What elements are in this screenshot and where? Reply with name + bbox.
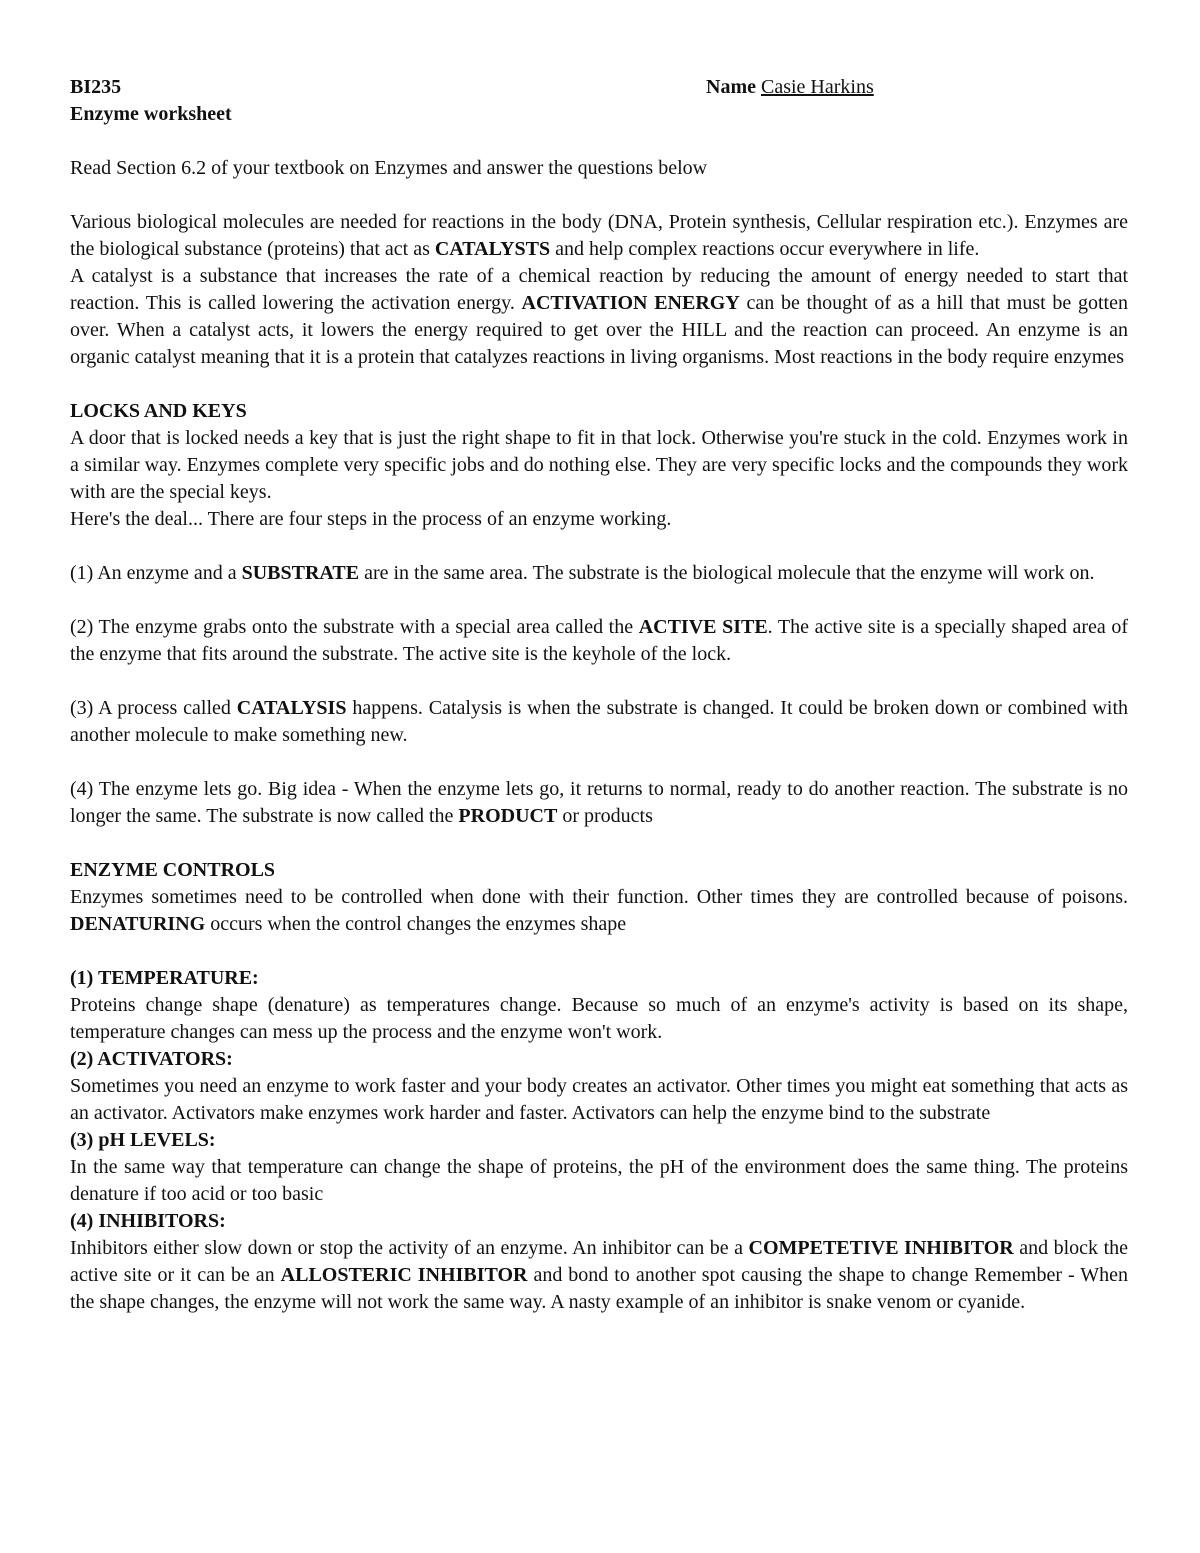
- locks-heading: LOCKS AND KEYS: [70, 400, 247, 422]
- term-product: PRODUCT: [458, 805, 558, 827]
- term-competitive-inhibitor: COMPETETIVE INHIBITOR: [748, 1237, 1014, 1259]
- term-denaturing: DENATURING: [70, 913, 206, 935]
- header-row: [70, 74, 1128, 101]
- name-label: Name: [706, 76, 756, 98]
- step-2: (2) The enzyme grabs onto the substrate with a special area called the ACTIVE SITE. The active site is a specially shaped area of the enzyme that fits around the substrate. The active site is the keyhole of the lock.: [70, 616, 1128, 665]
- locks-paragraph-2: Here's the deal... There are four steps in the process of an enzyme working.: [70, 508, 672, 530]
- step-4: (4) The enzyme lets go. Big idea - When the enzyme lets go, it returns to normal, ready to do another reaction. The substrate is no longer the same. The substrate is now called the PRODUCT or products: [70, 778, 1128, 827]
- inhibitors-heading: (4) INHIBITORS:: [70, 1210, 226, 1232]
- name-block: [706, 74, 1128, 101]
- step-3: (3) A process called CATALYSIS happens. Catalysis is when the substrate is changed. It could be broken down or combined with another molecule to make something new.: [70, 697, 1128, 746]
- term-activation-energy: ACTIVATION ENERGY: [521, 292, 740, 314]
- intro-paragraph-1: Various biological molecules are needed for reactions in the body (DNA, Protein synthesis, Cellular respiration etc.). Enzymes are the biological substance (proteins) that act as CATALYSTS and help complex reactions occur everywhere in life.: [70, 211, 1128, 260]
- worksheet-title: Enzyme worksheet: [70, 103, 232, 125]
- controls-paragraph: Enzymes sometimes need to be controlled when done with their function. Other times they are controlled because of poisons. DENATURING occurs when the control changes the enzymes shape: [70, 886, 1128, 935]
- activators-text: Sometimes you need an enzyme to work faster and your body creates an activator. Other times you might eat something that acts as an activator. Activators make enzymes work harder and faster. Activators can help the enzyme bind to the substrate: [70, 1075, 1128, 1124]
- step-1: (1) An enzyme and a SUBSTRATE are in the same area. The substrate is the biological molecule that the enzyme will work on.: [70, 562, 1095, 584]
- activators-heading: (2) ACTIVATORS:: [70, 1048, 233, 1070]
- term-catalysts: CATALYSTS: [434, 238, 551, 260]
- inhibitors-text: Inhibitors either slow down or stop the activity of an enzyme. An inhibitor can be a COMPETETIVE INHIBITOR and block the active site or it can be an ALLOSTERIC INHIBITOR and bond to another spot causing the shape to change Remember - When the shape changes, the enzyme will not work the same way. A nasty example of an inhibitor is snake venom or cyanide.: [70, 1237, 1129, 1313]
- temperature-heading: (1) TEMPERATURE:: [70, 967, 259, 989]
- ph-heading: (3) pH LEVELS:: [70, 1129, 216, 1151]
- worksheet-page: [70, 74, 1128, 1316]
- student-name: Casie Harkins: [760, 76, 874, 98]
- term-active-site: ACTIVE SITE: [638, 616, 768, 638]
- controls-heading: ENZYME CONTROLS: [70, 859, 276, 881]
- instruction-text: Read Section 6.2 of your textbook on Enzymes and answer the questions below: [70, 157, 708, 179]
- course-code: BI235: [70, 76, 122, 98]
- term-substrate: SUBSTRATE: [241, 562, 360, 584]
- term-allosteric-inhibitor: ALLOSTERIC INHIBITOR: [280, 1264, 528, 1286]
- locks-paragraph-1: A door that is locked needs a key that is just the right shape to fit in that lock. Otherwise you're stuck in the cold. Enzymes work in a similar way. Enzymes complete very specific jobs and do nothing else. They are very specific locks and the compounds they work with are the special keys.: [70, 427, 1128, 503]
- term-catalysis: CATALYSIS: [236, 697, 347, 719]
- intro-paragraph-2: A catalyst is a substance that increases the rate of a chemical reaction by reducing the amount of energy needed to start that reaction. This is called lowering the activation energy. ACTIVATION ENERGY can be thought of as a hill that must be gotten over. When a catalyst acts, it lowers the energy required to get over the HILL and the reaction can proceed. An enzyme is an organic catalyst meaning that it is a protein that catalyzes reactions in living organisms. Most reactions in the body require enzymes: [70, 265, 1128, 368]
- temperature-text: Proteins change shape (denature) as temperatures change. Because so much of an enzyme's activity is based on its shape, temperature changes can mess up the process and the enzyme won't work.: [70, 994, 1128, 1043]
- ph-text: In the same way that temperature can change the shape of proteins, the pH of the environment does the same thing. The proteins denature if too acid or too basic: [70, 1156, 1128, 1205]
